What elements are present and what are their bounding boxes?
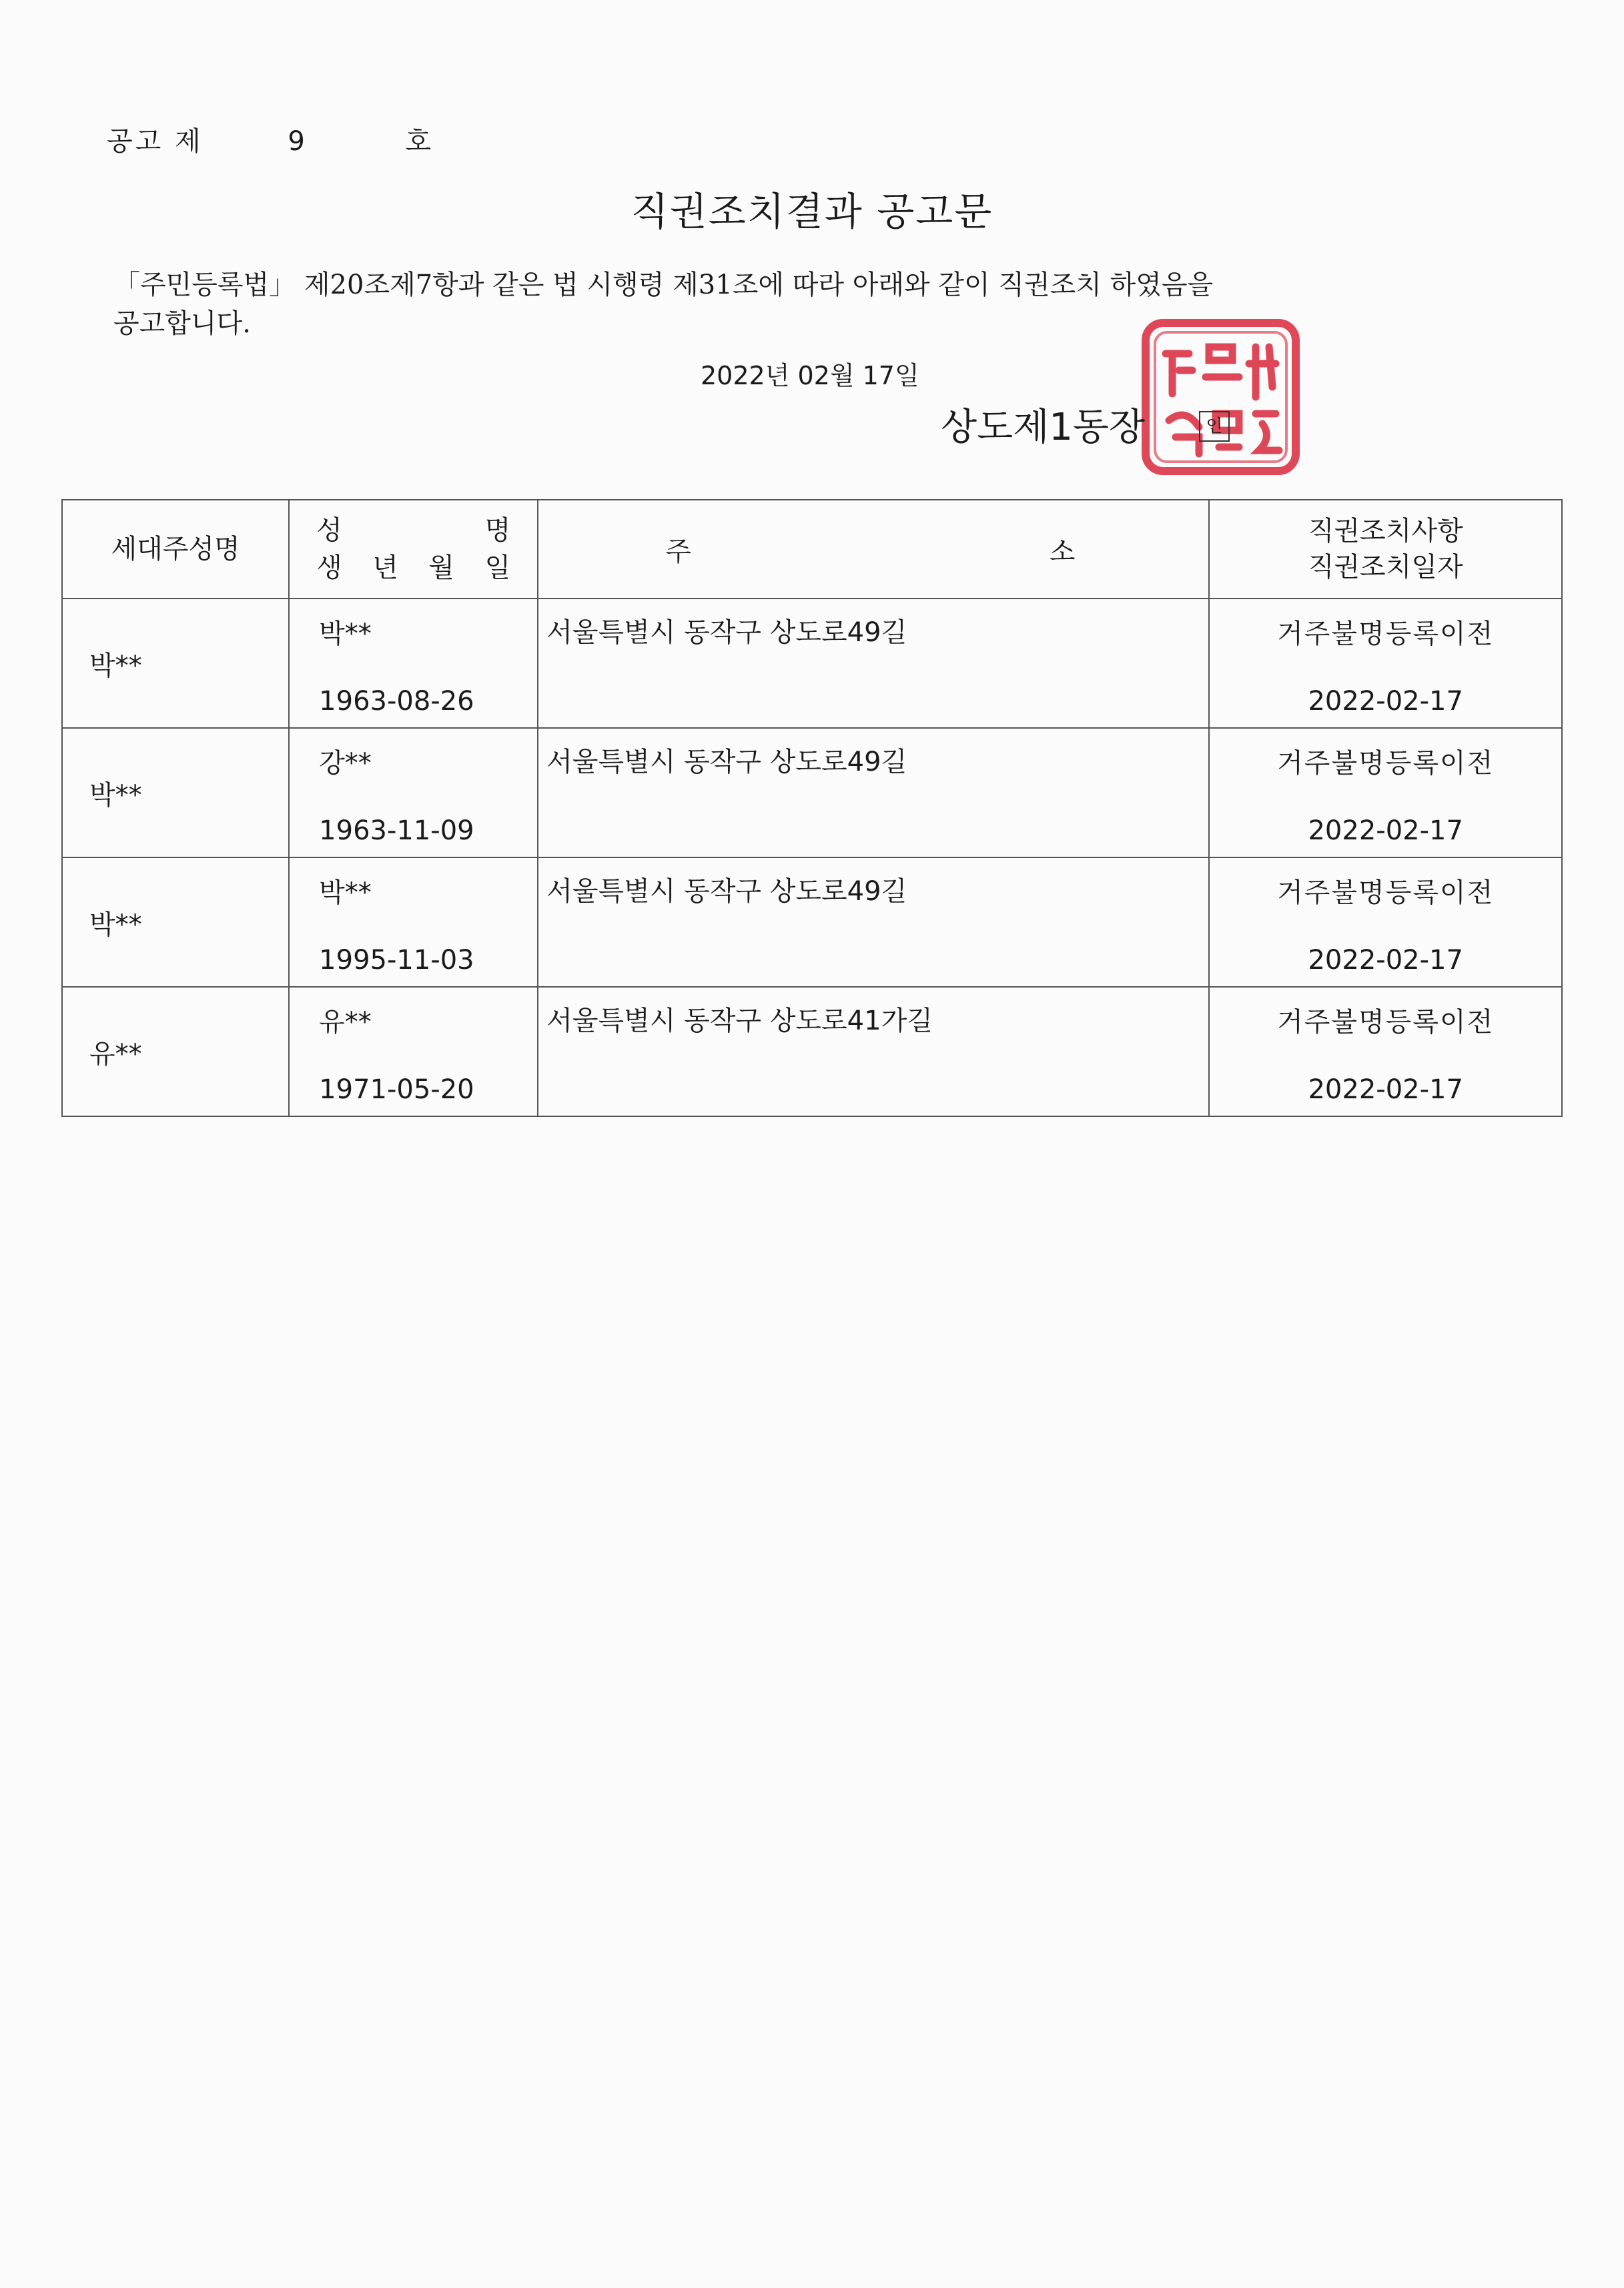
notice-body-line1: 「주민등록법」 제20조제7항과 같은 법 시행령 제31조에 따라 아래와 같이 직권조치 하였음을 (113, 270, 1214, 300)
issuer-name: 상도제1동장 (941, 406, 1146, 449)
row-owner: 유** (62, 987, 289, 1116)
row-address: 서울특별시 동작구 상도로41가길 (538, 987, 1209, 1116)
table-row (62, 987, 1562, 1116)
table-row (62, 857, 1562, 987)
header-action-type: 직권조치사항 (1308, 516, 1463, 546)
row-action-type: 거주불명등록이전 (1277, 748, 1495, 779)
row-birth: 1995-11-03 (319, 945, 474, 976)
row-owner: 박** (62, 599, 289, 728)
row-action-date: 2022-02-17 (1308, 686, 1463, 717)
row-action-type: 거주불명등록이전 (1277, 877, 1495, 908)
row-action-type: 거주불명등록이전 (1277, 619, 1495, 649)
row-birth: 1963-08-26 (319, 686, 474, 717)
notice-suffix: 호 (405, 126, 434, 157)
row-name-birth (289, 599, 538, 728)
header-owner: 세대주성명 (62, 500, 289, 599)
row-name: 유** (319, 1007, 372, 1038)
row-action (1209, 728, 1562, 857)
header-action-date: 직권조치일자 (1308, 552, 1463, 583)
row-action (1209, 857, 1562, 987)
header-name-line: 성 명 (316, 515, 511, 546)
table-row (62, 599, 1562, 728)
notice-body (113, 266, 1213, 343)
row-action-date: 2022-02-17 (1308, 1074, 1463, 1105)
header-action (1209, 500, 1562, 599)
row-name-birth (289, 987, 538, 1116)
row-action-type: 거주불명등록이전 (1277, 1007, 1495, 1038)
row-name: 박** (319, 619, 372, 649)
notice-label: 공고 제 (107, 126, 204, 157)
header-birth-line: 생 년 월 일 (316, 552, 511, 583)
row-action (1209, 987, 1562, 1116)
seal-mark-box: 인 (1199, 411, 1230, 442)
header-name-birth (289, 500, 538, 599)
official-seal-stamp (1139, 314, 1306, 480)
header-address: 주 소 (538, 500, 1209, 599)
row-action (1209, 599, 1562, 728)
action-result-table (61, 499, 1563, 1117)
row-action-date: 2022-02-17 (1308, 945, 1463, 976)
row-birth: 1971-05-20 (319, 1074, 474, 1105)
page-title: 직권조치결과 공고문 (631, 189, 993, 234)
notice-number: 9 (288, 126, 308, 157)
notice-body-line2: 공고합니다. (113, 308, 251, 339)
row-address: 서울특별시 동작구 상도로49길 (538, 599, 1209, 728)
row-owner: 박** (62, 857, 289, 987)
row-address: 서울특별시 동작구 상도로49길 (538, 728, 1209, 857)
notice-date: 2022년 02월 17일 (701, 361, 919, 390)
table-row (62, 728, 1562, 857)
notice-number-line (107, 120, 434, 158)
row-action-date: 2022-02-17 (1308, 815, 1463, 846)
row-owner: 박** (62, 728, 289, 857)
row-name: 박** (319, 877, 372, 908)
table-header-row (62, 500, 1562, 599)
row-name: 강** (319, 748, 372, 779)
row-birth: 1963-11-09 (319, 815, 474, 846)
row-name-birth (289, 857, 538, 987)
row-name-birth (289, 728, 538, 857)
row-address: 서울특별시 동작구 상도로49길 (538, 857, 1209, 987)
